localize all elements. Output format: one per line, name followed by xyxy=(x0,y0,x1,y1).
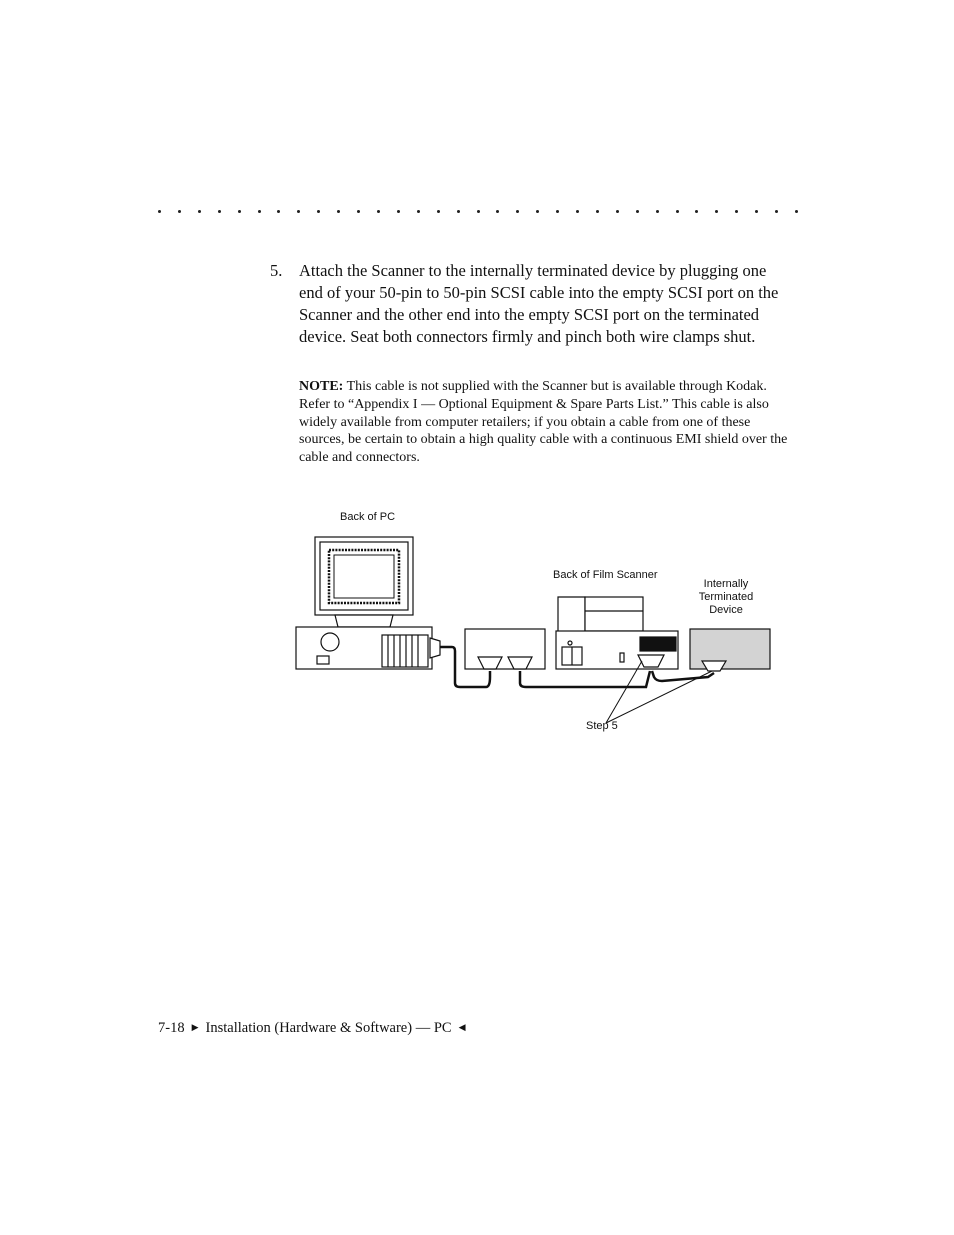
rule-dot xyxy=(397,210,400,213)
back-of-scanner-label: Back of Film Scanner xyxy=(553,569,658,581)
rule-dot xyxy=(297,210,300,213)
rule-dot xyxy=(496,210,499,213)
rule-dot xyxy=(576,210,579,213)
page-footer xyxy=(158,1018,472,1037)
pc-case xyxy=(296,627,440,669)
rule-dot xyxy=(775,210,778,213)
film-scanner xyxy=(556,597,678,669)
rule-dot xyxy=(596,210,599,213)
right-triangle-icon: ▶ xyxy=(191,1022,199,1032)
rule-dot xyxy=(695,210,698,213)
step-number: 5. xyxy=(270,261,283,280)
rule-dot xyxy=(317,210,320,213)
rule-dot xyxy=(795,210,798,213)
step-text: Attach the Scanner to the internally terminated device by plugging one end of your 50-pin to 50-pin SCSI cable into the empty SCSI port on the Scanner and the other end into the empty SCSI port on the terminated device. Seat both connectors firmly and pinch both wire clamps shut. xyxy=(299,261,779,346)
rule-dot xyxy=(198,210,201,213)
rule-dot xyxy=(357,210,360,213)
terminated-device xyxy=(690,629,770,671)
dotted-rule xyxy=(158,204,798,218)
left-triangle-icon: ◀ xyxy=(458,1022,466,1032)
connection-diagram xyxy=(290,505,790,745)
note-label: NOTE: xyxy=(299,379,344,394)
rule-dot xyxy=(277,210,280,213)
note xyxy=(299,378,795,467)
device-label-line3: Device xyxy=(709,604,743,616)
rule-dot xyxy=(377,210,380,213)
rule-dot xyxy=(715,210,718,213)
diagram-drawing xyxy=(290,505,790,745)
device-label-line1: Internally xyxy=(703,578,749,590)
rule-dot xyxy=(656,210,659,213)
rule-dot xyxy=(337,210,340,213)
rule-dot xyxy=(158,210,161,213)
rule-dot xyxy=(755,210,758,213)
rule-dot xyxy=(516,210,519,213)
rule-dot xyxy=(238,210,241,213)
rule-dot xyxy=(616,210,619,213)
step-leader-lines xyxy=(606,661,712,723)
rule-dot xyxy=(556,210,559,213)
back-of-pc-label: Back of PC xyxy=(340,511,396,523)
rule-dot xyxy=(258,210,261,213)
rule-dot xyxy=(636,210,639,213)
rule-dot xyxy=(735,210,738,213)
rule-dot xyxy=(477,210,480,213)
device-label-line2: Terminated xyxy=(698,591,754,603)
rule-dot xyxy=(457,210,460,213)
note-text: This cable is not supplied with the Scanner but is available through Kodak. Refer to “Appendix I — Optional Equipment & Spare Parts List.” This cable is also widely available from computer retailers; if you obtain a cable from one of these sources, be certain to obtain a high quality cable with a continuous EMI shield over the cable and connectors. xyxy=(299,379,788,466)
rule-dot xyxy=(676,210,679,213)
pc-monitor xyxy=(315,537,413,627)
page-number: 7-18 xyxy=(158,1020,185,1036)
rule-dot xyxy=(417,210,420,213)
section-title: Installation (Hardware & Software) — PC xyxy=(205,1020,452,1036)
terminated-device-label xyxy=(690,578,762,617)
rule-dot xyxy=(536,210,539,213)
middle-device xyxy=(465,629,545,669)
step-5-label: Step 5 xyxy=(586,720,618,732)
rule-dot xyxy=(218,210,221,213)
rule-dot xyxy=(437,210,440,213)
rule-dot xyxy=(178,210,181,213)
